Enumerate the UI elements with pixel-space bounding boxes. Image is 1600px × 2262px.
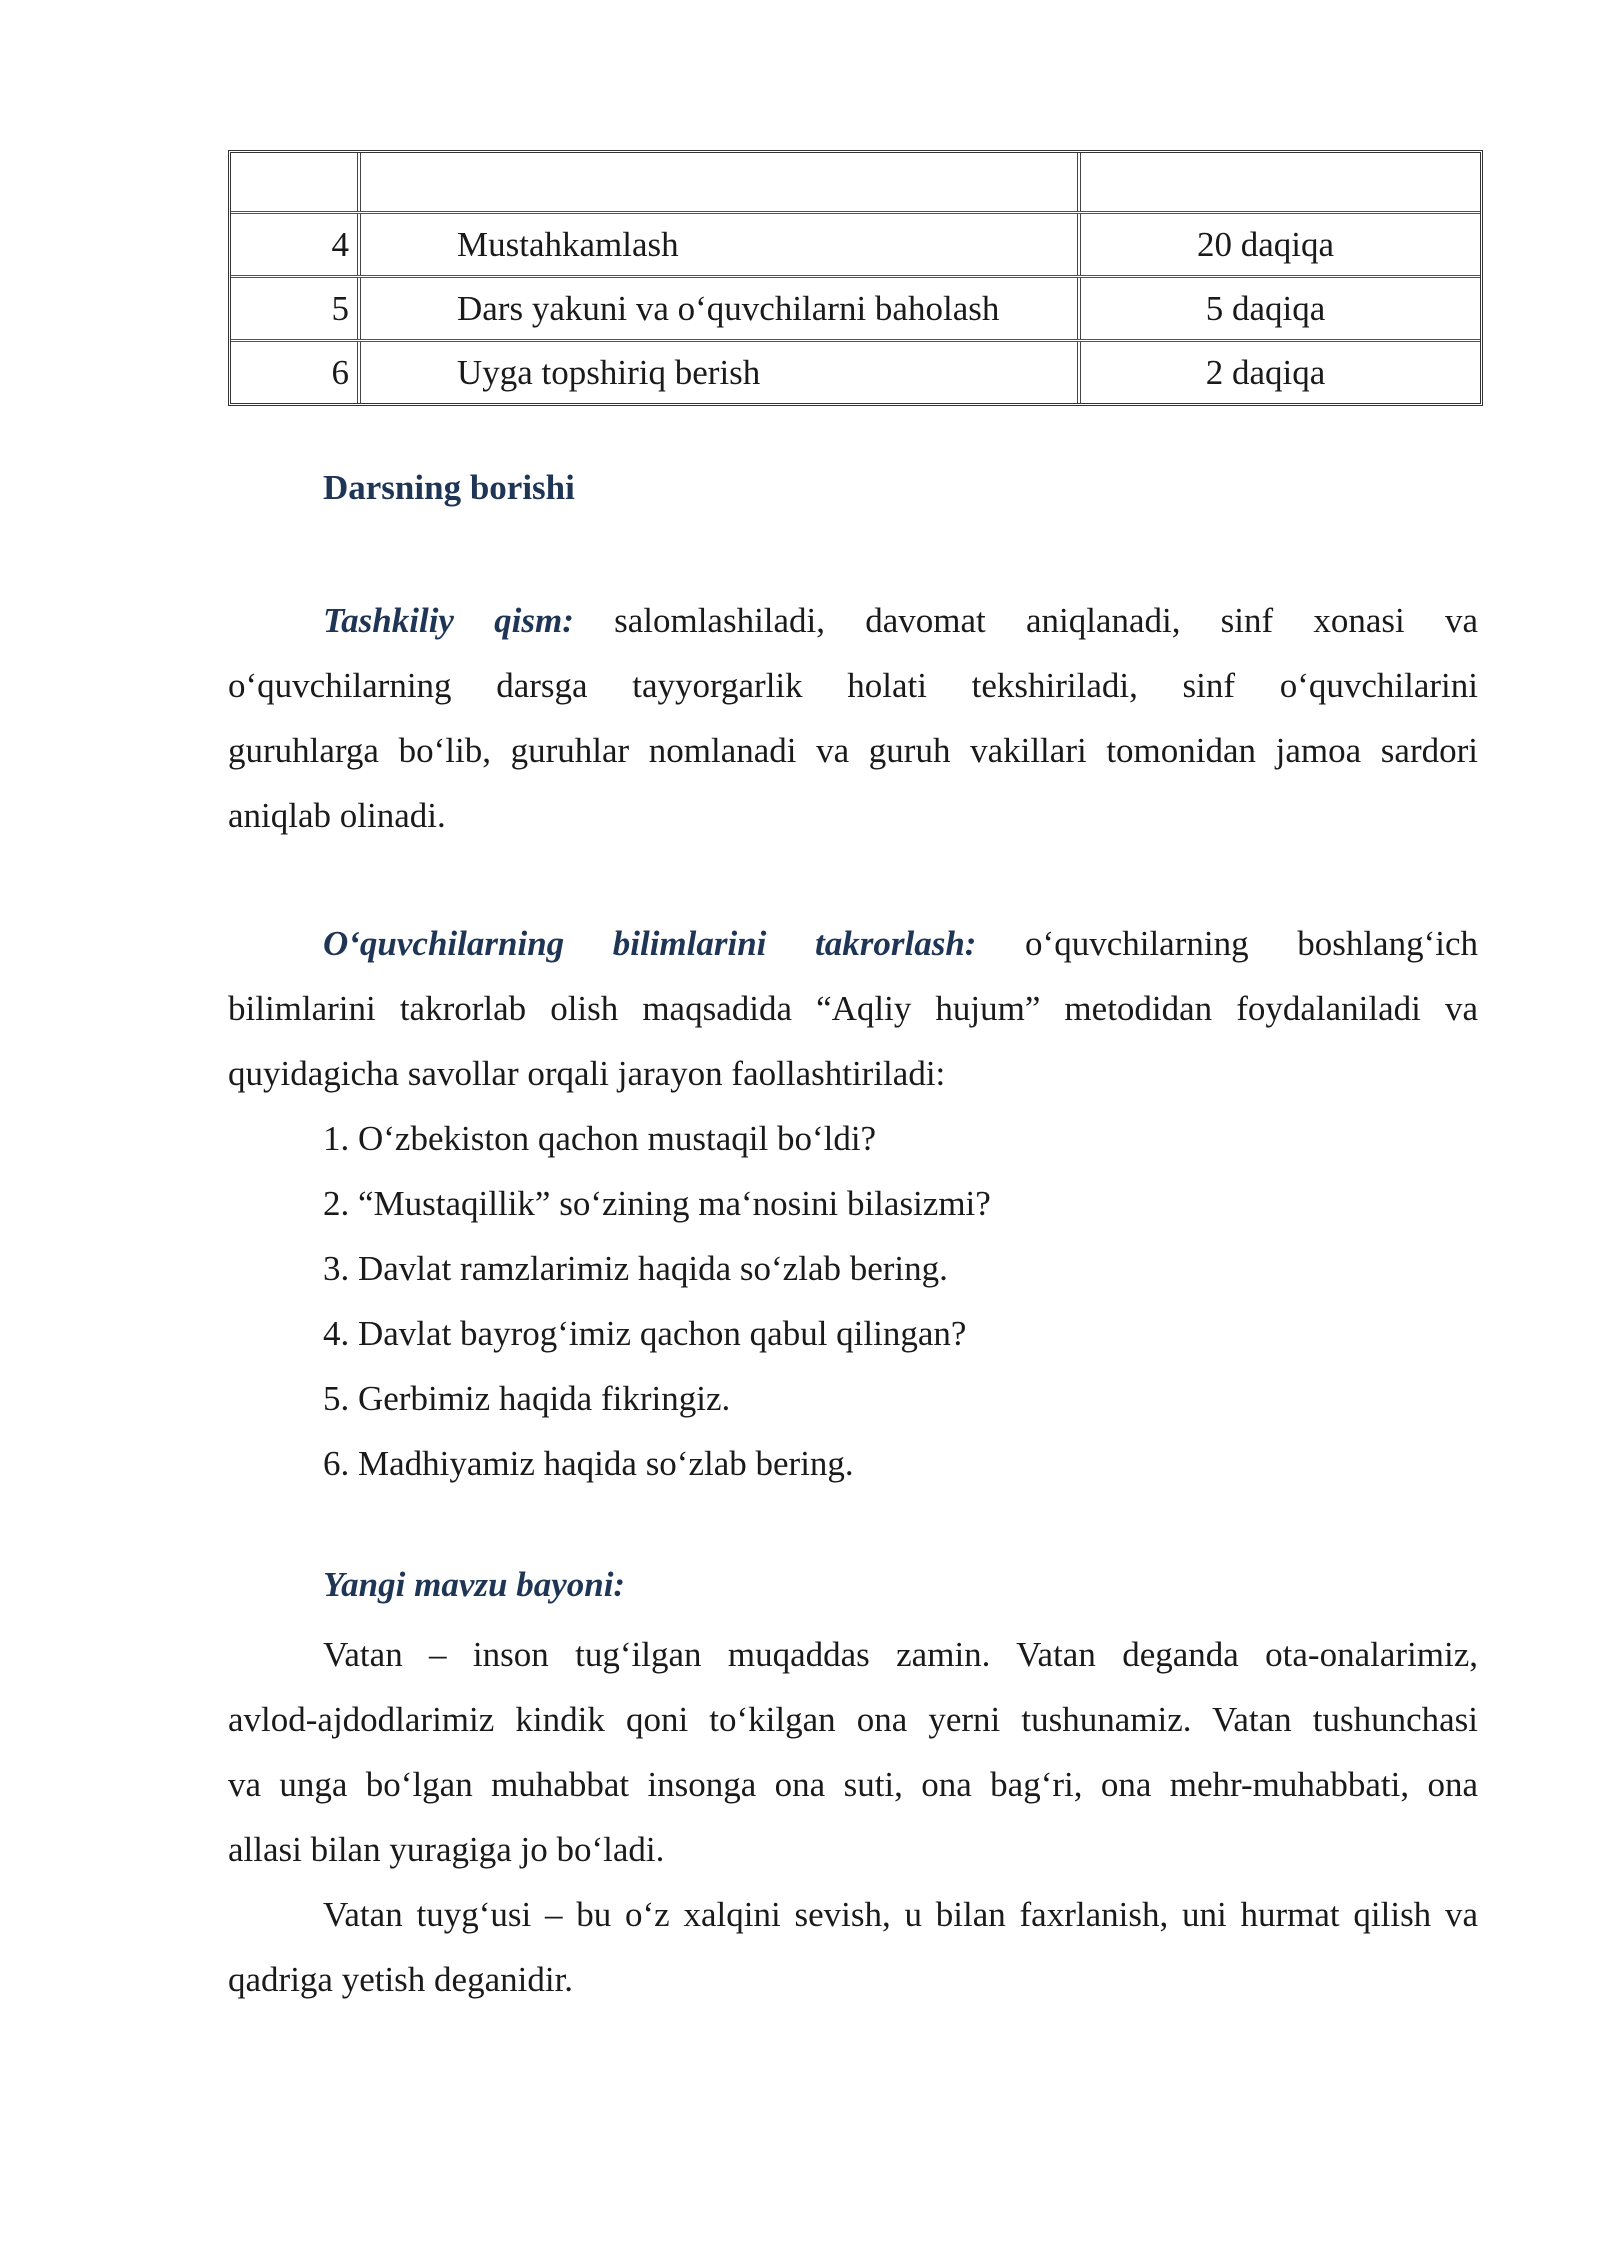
table-row [231,153,1480,211]
question-list [323,1106,991,1496]
list-item: 3. Davlat ramzlarimiz haqida so‘zlab bering. [323,1249,948,1288]
organizational-text: salomlashiladi, davomat aniqlanadi, sinf xonasi va [614,601,1478,640]
paragraph-line: bilimlarini takrorlab olish maqsadida “Aqliy hujum” metodidan foydalaniladi va [228,989,1478,1028]
table-row [231,275,1480,339]
list-item: 1. O‘zbekiston qachon mustaqil bo‘ldi? [323,1119,877,1158]
stage-number [231,153,361,211]
list-item: 4. Davlat bayrog‘imiz qachon qabul qilingan? [323,1314,967,1353]
paragraph-line: guruhlarga bo‘lib, guruhlar nomlanadi va guruh vakillari tomonidan jamoa sardori [228,731,1478,770]
review-label: O‘quvchilarning bilimlarini takrorlash: [323,924,977,963]
paragraph-line: o‘quvchilarning darsga tayyorgarlik holati tekshiriladi, sinf o‘quvchilarini [228,666,1478,705]
stage-time [1081,153,1480,211]
paragraph-line: aniqlab olinadi. [228,796,446,835]
paragraph-line [228,911,1478,976]
paragraph-line: Vatan tuyg‘usi – bu o‘z xalqini sevish, u bilan faxrlanish, uni hurmat qilish va [323,1895,1478,1934]
paragraph-line: va unga bo‘lgan muhabbat insonga ona suti, ona bag‘ri, ona mehr-muhabbati, ona [228,1765,1478,1804]
stage-name [361,153,1081,211]
stage-number: 6 [231,342,361,403]
section-heading: Darsning borishi [323,468,575,507]
review-paragraph [228,911,1478,1106]
paragraph-line: Vatan – inson tug‘ilgan muqaddas zamin. Vatan deganda ota-onalarimiz, [323,1635,1478,1674]
stage-time: 5 daqiqa [1205,288,1326,328]
paragraph-line [228,588,1478,653]
list-item: 2. “Mustaqillik” so‘zining ma‘nosini bilasizmi? [323,1184,991,1223]
stage-name: Dars yakuni va o‘quvchilarni baholash [361,278,1081,339]
stage-number: 4 [231,214,361,275]
new-topic-heading: Yangi mavzu bayoni: [323,1565,626,1604]
lesson-stages-table [228,150,1483,406]
review-text: o‘quvchilarning boshlang‘ich [1025,924,1478,963]
organizational-paragraph [228,588,1478,848]
organizational-label: Tashkiliy qism: [323,601,574,640]
stage-number: 5 [231,278,361,339]
paragraph-line: allasi bilan yuragiga jo bo‘ladi. [228,1830,665,1869]
paragraph-line: qadriga yetish deganidir. [228,1960,574,1999]
list-item: 5. Gerbimiz haqida fikringiz. [323,1379,731,1418]
new-topic-paragraph [228,1622,1478,2012]
paragraph-line: avlod-ajdodlarimiz kindik qoni to‘kilgan ona yerni tushunamiz. Vatan tushunchasi [228,1700,1478,1739]
stage-time: 20 daqiqa [1196,224,1335,264]
list-item: 6. Madhiyamiz haqida so‘zlab bering. [323,1444,854,1483]
table-row [231,211,1480,275]
paragraph-line: quyidagicha savollar orqali jarayon faollashtiriladi: [228,1054,946,1093]
stage-time: 2 daqiqa [1205,352,1326,392]
stage-name: Mustahkamlash [361,214,1081,275]
stage-name: Uyga topshiriq berish [361,342,1081,403]
table-row [231,339,1480,403]
